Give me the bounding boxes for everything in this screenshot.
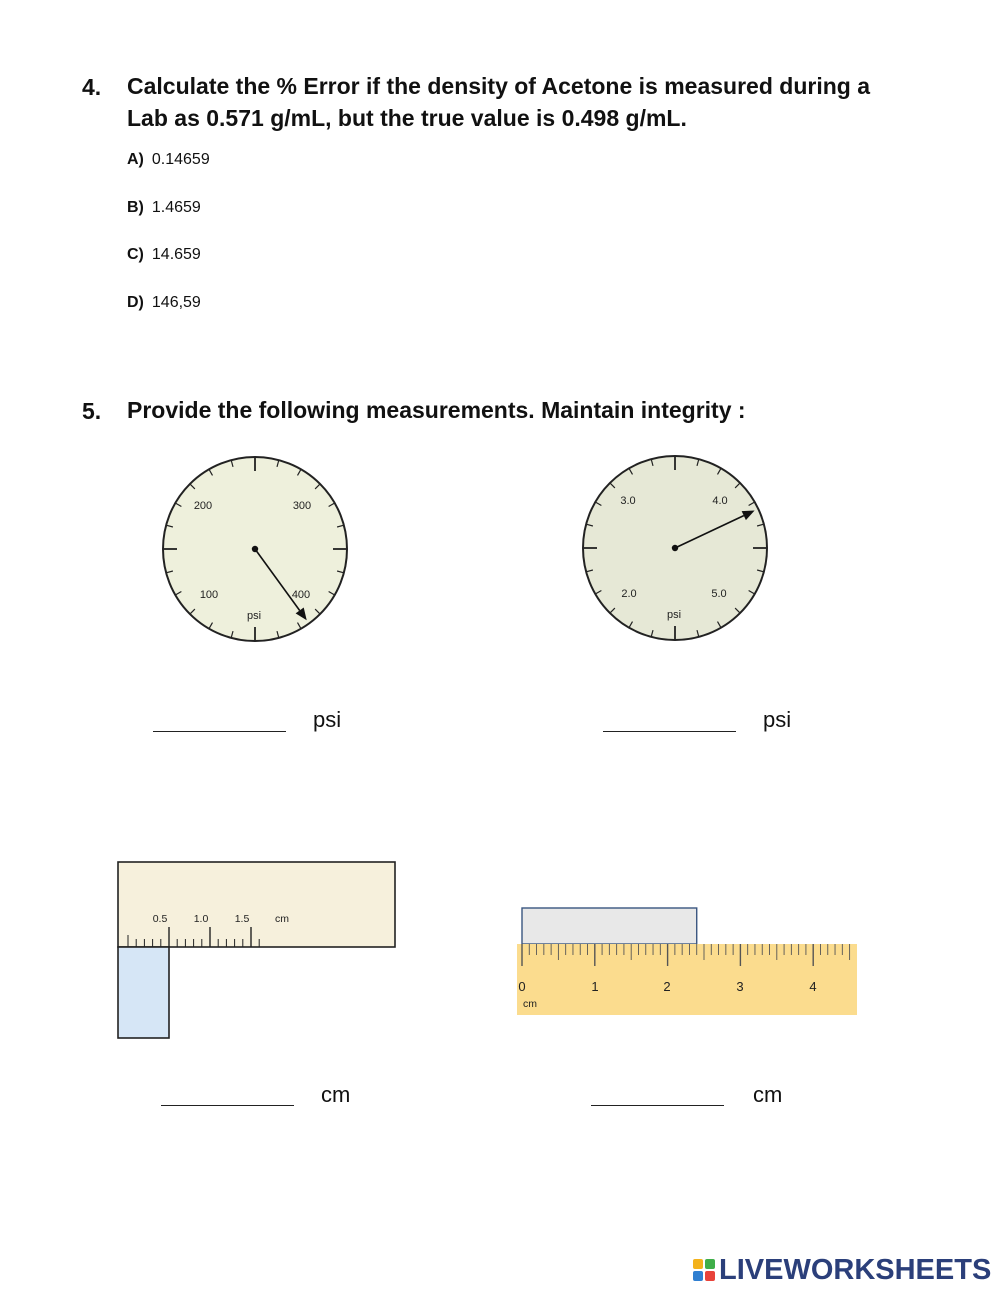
q4-question <box>127 70 977 134</box>
gauge2-label-4: 4.0 <box>712 495 728 507</box>
q4-text-line2: Lab as 0.571 g/mL, but the true value is 0.498 g/mL. <box>127 105 687 131</box>
liveworksheets-logo-text: LIVEWORKSHEETS <box>719 1254 992 1286</box>
gauge2-label-5: 5.0 <box>711 588 727 600</box>
ruler1-block <box>118 947 169 1038</box>
gauge1-answer-blank[interactable] <box>153 731 286 732</box>
ruler-1 <box>110 855 405 1045</box>
ruler2-unit-label: cm <box>523 998 537 1010</box>
q4-text-line1: Calculate the % Error if the density of Acetone is measured during a <box>127 73 870 99</box>
gauge1-label-200: 200 <box>193 500 213 512</box>
ruler2-label-1: 1 <box>591 979 599 994</box>
ruler1-body <box>118 862 395 947</box>
gauge2-label-3: 3.0 <box>620 495 636 507</box>
option-c-letter: C) <box>127 246 144 263</box>
ruler2-label-4: 4 <box>809 979 817 994</box>
q5-text: Provide the following measurements. Maintain integrity : <box>127 397 746 423</box>
option-b-value: 1.4659 <box>151 199 201 216</box>
gauge1-label-400: 400 <box>291 589 311 601</box>
pressure-gauge-2 <box>570 445 780 655</box>
ruler1-unit-label: cm <box>275 913 289 925</box>
gauge2-answer-unit: psi <box>763 707 792 732</box>
option-c[interactable] <box>127 246 201 264</box>
gauge2-label-2: 2.0 <box>621 588 637 600</box>
option-d-value: 146,59 <box>151 294 201 311</box>
gauge2-answer-blank[interactable] <box>603 731 736 732</box>
ruler2-label-0: 0 <box>518 979 526 994</box>
option-d-letter: D) <box>127 294 144 311</box>
ruler1-answer-blank[interactable] <box>161 1105 294 1106</box>
ruler2-answer-blank[interactable] <box>591 1105 724 1106</box>
gauge1-pivot <box>252 546 258 552</box>
ruler2-answer-unit: cm <box>753 1082 783 1107</box>
gauge1-answer-unit: psi <box>313 707 342 732</box>
option-a-value: 0.14659 <box>151 151 210 168</box>
ruler2-object-block <box>522 908 697 944</box>
option-a-letter: A) <box>127 151 144 168</box>
ruler1-label-1-0: 1.0 <box>193 913 209 925</box>
ruler-2 <box>510 900 865 1025</box>
liveworksheets-logo[interactable] <box>692 1254 992 1288</box>
option-c-value: 14.659 <box>151 246 201 263</box>
ruler2-label-3: 3 <box>736 979 744 994</box>
ruler1-label-0-5: 0.5 <box>152 913 168 925</box>
gauge1-label-300: 300 <box>292 500 312 512</box>
option-b-letter: B) <box>127 199 144 216</box>
ruler1-answer-unit: cm <box>321 1082 351 1107</box>
ruler1-label-1-5: 1.5 <box>234 913 250 925</box>
gauge1-unit-label: psi <box>246 610 262 622</box>
gauge2-pivot <box>672 545 678 551</box>
option-b[interactable] <box>127 199 201 217</box>
ruler2-label-2: 2 <box>663 979 671 994</box>
liveworksheets-logo-icon <box>692 1258 716 1282</box>
pressure-gauge-1 <box>150 445 360 655</box>
q4-number: 4. <box>82 74 102 100</box>
q5-number: 5. <box>82 398 102 424</box>
option-a[interactable] <box>127 151 210 169</box>
gauge1-label-100: 100 <box>199 589 219 601</box>
gauge2-unit-label: psi <box>666 609 682 621</box>
option-d[interactable] <box>127 294 201 312</box>
